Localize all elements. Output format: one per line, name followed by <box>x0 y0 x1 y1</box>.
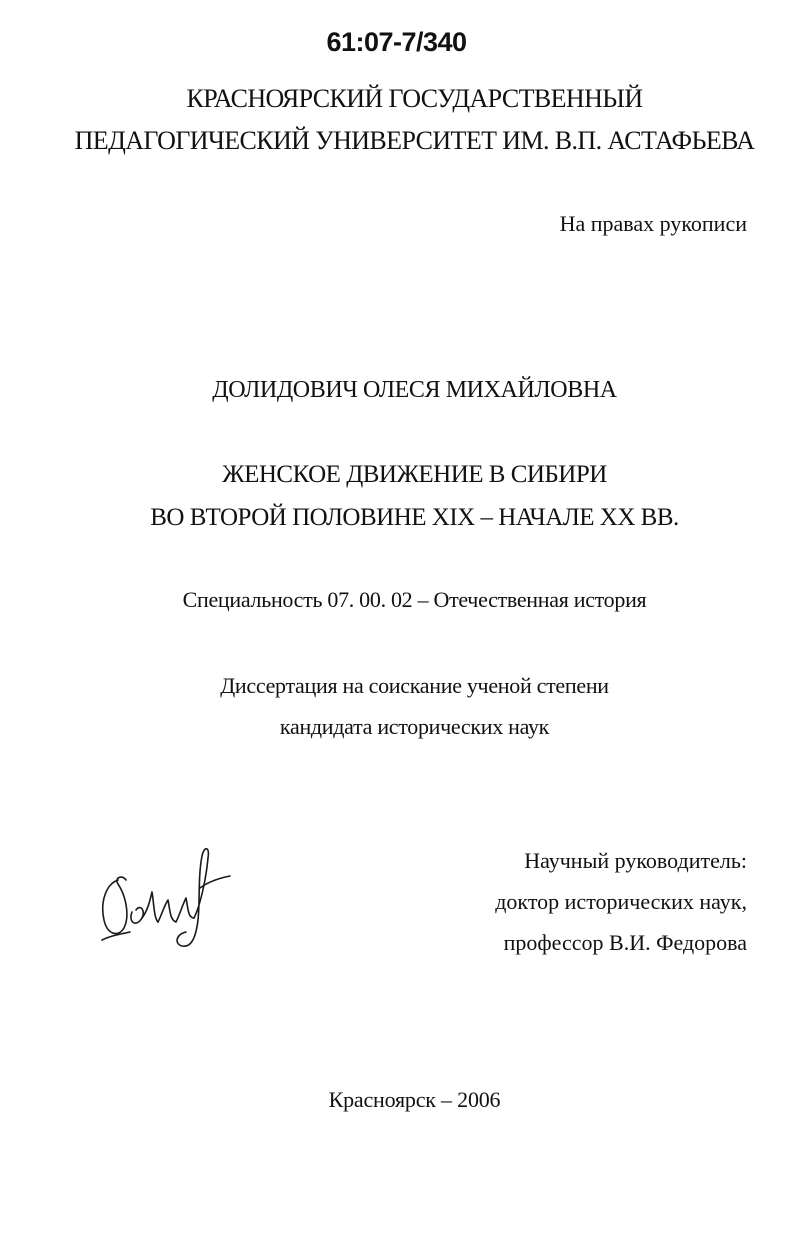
supervisor-label: Научный руководитель: <box>524 848 747 873</box>
dissertation-line-1: Диссертация на соискание ученой степени <box>220 673 609 698</box>
specialty-line: Специальность 07. 00. 02 – Отечественная история <box>182 587 647 612</box>
author-name: ДОЛИДОВИЧ ОЛЕСЯ МИХАЙЛОВНА <box>212 377 617 403</box>
supervisor-degree: доктор исторических наук, <box>495 889 747 914</box>
thesis-title-line-2: ВО ВТОРОЙ ПОЛОВИНЕ XIX – НАЧАЛЕ XX ВВ. <box>150 504 679 531</box>
catalog-code: 61:07-7/340 <box>326 27 467 57</box>
university-name-line-1: КРАСНОЯРСКИЙ ГОСУДАРСТВЕННЫЙ <box>186 84 643 113</box>
thesis-title-line-1: ЖЕНСКОЕ ДВИЖЕНИЕ В СИБИРИ <box>222 461 607 488</box>
supervisor-name: профессор В.И. Федорова <box>503 930 747 955</box>
city-year: Красноярск – 2006 <box>328 1087 501 1112</box>
manuscript-rights-note: На правах рукописи <box>559 211 747 236</box>
supervisor-block <box>495 840 747 963</box>
university-name-line-2: ПЕДАГОГИЧЕСКИЙ УНИВЕРСИТЕТ ИМ. В.П. АСТАФЬЕВА <box>74 126 755 155</box>
handwritten-signature <box>96 840 236 955</box>
dissertation-line-2: кандидата исторических наук <box>279 714 550 739</box>
